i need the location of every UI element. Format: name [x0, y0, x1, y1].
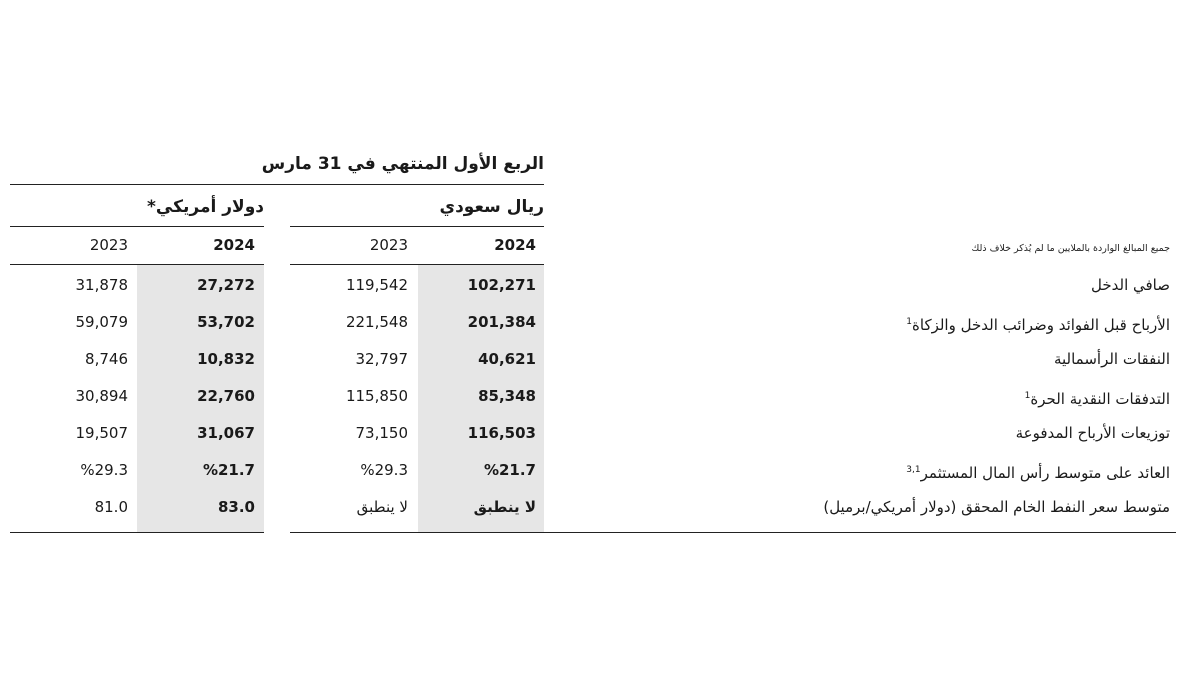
- usd-2023-cell: 8,746: [85, 350, 128, 368]
- period-title: الربع الأول المنتهي في 31 مارس: [261, 154, 544, 174]
- usd-2024-cell: 10,832: [197, 350, 255, 368]
- usd-2024-cell: 27,272: [197, 276, 255, 294]
- divider: [290, 226, 544, 227]
- usd-year-2023: 2023: [89, 236, 128, 254]
- divider: [10, 184, 544, 185]
- sar-2023-cell: 119,542: [345, 276, 408, 294]
- sar-2024-cell: 201,384: [467, 313, 536, 331]
- sar-2024-cell: %21.7: [483, 461, 536, 479]
- usd-2023-cell: 59,079: [75, 313, 128, 331]
- sar-year-2024: 2024: [494, 236, 536, 254]
- usd-2024-cell: %21.7: [202, 461, 255, 479]
- sar-2024-cell: 116,503: [467, 424, 536, 442]
- usd-2023-cell: 19,507: [75, 424, 128, 442]
- sar-2024-cell: 85,348: [478, 387, 536, 405]
- usd-2024-cell: 31,067: [197, 424, 255, 442]
- row-label: [560, 379, 1170, 413]
- row-label: [560, 342, 1170, 376]
- row-label: [560, 490, 1170, 524]
- row-label-text: متوسط سعر النفط الخام المحقق (دولار أمريكي/برميل): [823, 498, 1170, 516]
- sar-year-2023: 2023: [369, 236, 408, 254]
- row-label-text: توزيعات الأرباح المدفوعة: [1015, 424, 1170, 442]
- footnote-marker: 1: [1024, 391, 1031, 401]
- usd-2024-cell: 53,702: [197, 313, 255, 331]
- usd-2023-cell: 31,878: [75, 276, 128, 294]
- usd-2023-cell: 81.0: [94, 498, 128, 516]
- currency-sar-header: ريال سعودي: [439, 197, 544, 217]
- sar-2024-cell: لا ينطبق: [473, 498, 536, 516]
- divider: [10, 226, 264, 227]
- row-label: [560, 305, 1170, 339]
- sar-2024-cell: 102,271: [467, 276, 536, 294]
- row-label: [560, 453, 1170, 487]
- usd-2024-cell: 83.0: [217, 498, 255, 516]
- divider: [290, 532, 1176, 533]
- usd-2023-cell: 30,894: [75, 387, 128, 405]
- row-label-text: التدفقات النقدية الحرة: [1030, 390, 1170, 408]
- sar-2023-cell: لا ينطبق: [356, 498, 408, 516]
- sar-2024-cell: 40,621: [478, 350, 536, 368]
- sar-2023-cell: 115,850: [345, 387, 408, 405]
- usd-year-2024: 2024: [213, 236, 255, 254]
- row-label: [560, 268, 1170, 302]
- divider: [10, 532, 264, 533]
- row-label-text: النفقات الرأسمالية: [1053, 350, 1170, 368]
- usd-2024-cell: 22,760: [197, 387, 255, 405]
- sar-2023-cell: 221,548: [345, 313, 408, 331]
- sar-2023-cell: 73,150: [355, 424, 408, 442]
- usd-2023-cell: %29.3: [80, 461, 128, 479]
- row-label: [560, 416, 1170, 450]
- row-label-text: العائد على متوسط رأس المال المستثمر: [920, 464, 1170, 482]
- sar-2023-cell: 32,797: [355, 350, 408, 368]
- row-label-text: صافي الدخل: [1091, 276, 1170, 294]
- footnote-marker: 1: [906, 317, 913, 327]
- footnote-marker: 3,1: [906, 465, 921, 475]
- sar-2023-cell: %29.3: [360, 461, 408, 479]
- units-note: جميع المبالغ الواردة بالملايين ما لم يُذكر خلاف ذلك: [971, 243, 1170, 254]
- row-label-text: الأرباح قبل الفوائد وضرائب الدخل والزكاة: [912, 316, 1170, 334]
- currency-usd-header: دولار أمريكي*: [147, 197, 264, 217]
